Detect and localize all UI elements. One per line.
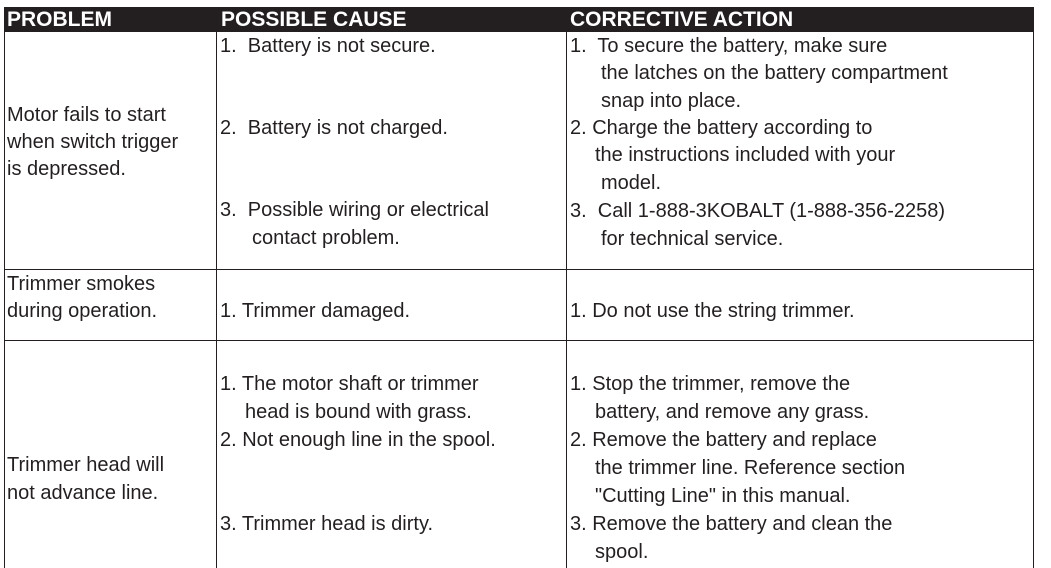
border-right (1033, 7, 1034, 568)
cause-text: 1. Trimmer damaged. (220, 300, 411, 322)
header-cause: POSSIBLE CAUSE (221, 8, 407, 31)
action-text: the instructions included with your (595, 144, 896, 166)
cause-text: 3. Trimmer head is dirty. (220, 513, 434, 535)
cause-text: 2. Battery is not charged. (220, 117, 448, 139)
action-text: the trimmer line. Reference section (595, 457, 906, 479)
action-text: model. (601, 172, 662, 194)
header-problem: PROBLEM (7, 8, 112, 31)
action-text: spool. (595, 541, 649, 563)
cause-text: 3. Possible wiring or electrical (220, 199, 489, 221)
table-header (4, 7, 1034, 32)
action-text: for technical service. (601, 228, 784, 250)
action-text: the latches on the battery compartment (601, 62, 948, 84)
action-text: 2. Charge the battery according to (570, 117, 873, 139)
action-text: "Cutting Line" in this manual. (595, 485, 851, 507)
problem-text: Motor fails to start (7, 104, 166, 126)
row-divider (4, 269, 1034, 270)
border-left (4, 7, 5, 568)
column-divider (566, 32, 567, 568)
problem-text: Trimmer smokes (7, 273, 156, 295)
cause-text: 1. The motor shaft or trimmer (220, 373, 479, 395)
action-text: 1. To secure the battery, make sure (570, 35, 888, 57)
problem-text: Trimmer head will (7, 454, 165, 476)
column-divider (216, 32, 217, 568)
problem-text: not advance line. (7, 482, 159, 504)
row-divider (4, 340, 1034, 341)
action-text: battery, and remove any grass. (595, 401, 870, 423)
cause-text: 1. Battery is not secure. (220, 35, 436, 57)
action-text: 1. Stop the trimmer, remove the (570, 373, 851, 395)
action-text: 1. Do not use the string trimmer. (570, 300, 855, 322)
cause-text: head is bound with grass. (245, 401, 472, 423)
cause-text: contact problem. (252, 227, 400, 249)
action-text: 2. Remove the battery and replace (570, 429, 877, 451)
action-text: snap into place. (601, 90, 742, 112)
action-text: 3. Remove the battery and clean the (570, 513, 893, 535)
cause-text: 2. Not enough line in the spool. (220, 429, 496, 451)
problem-text: when switch trigger (7, 131, 179, 153)
header-action: CORRECTIVE ACTION (570, 8, 794, 31)
problem-text: during operation. (7, 300, 158, 322)
action-text: 3. Call 1-888-3KOBALT (1-888-356-2258) (570, 200, 946, 222)
problem-text: is depressed. (7, 158, 126, 180)
